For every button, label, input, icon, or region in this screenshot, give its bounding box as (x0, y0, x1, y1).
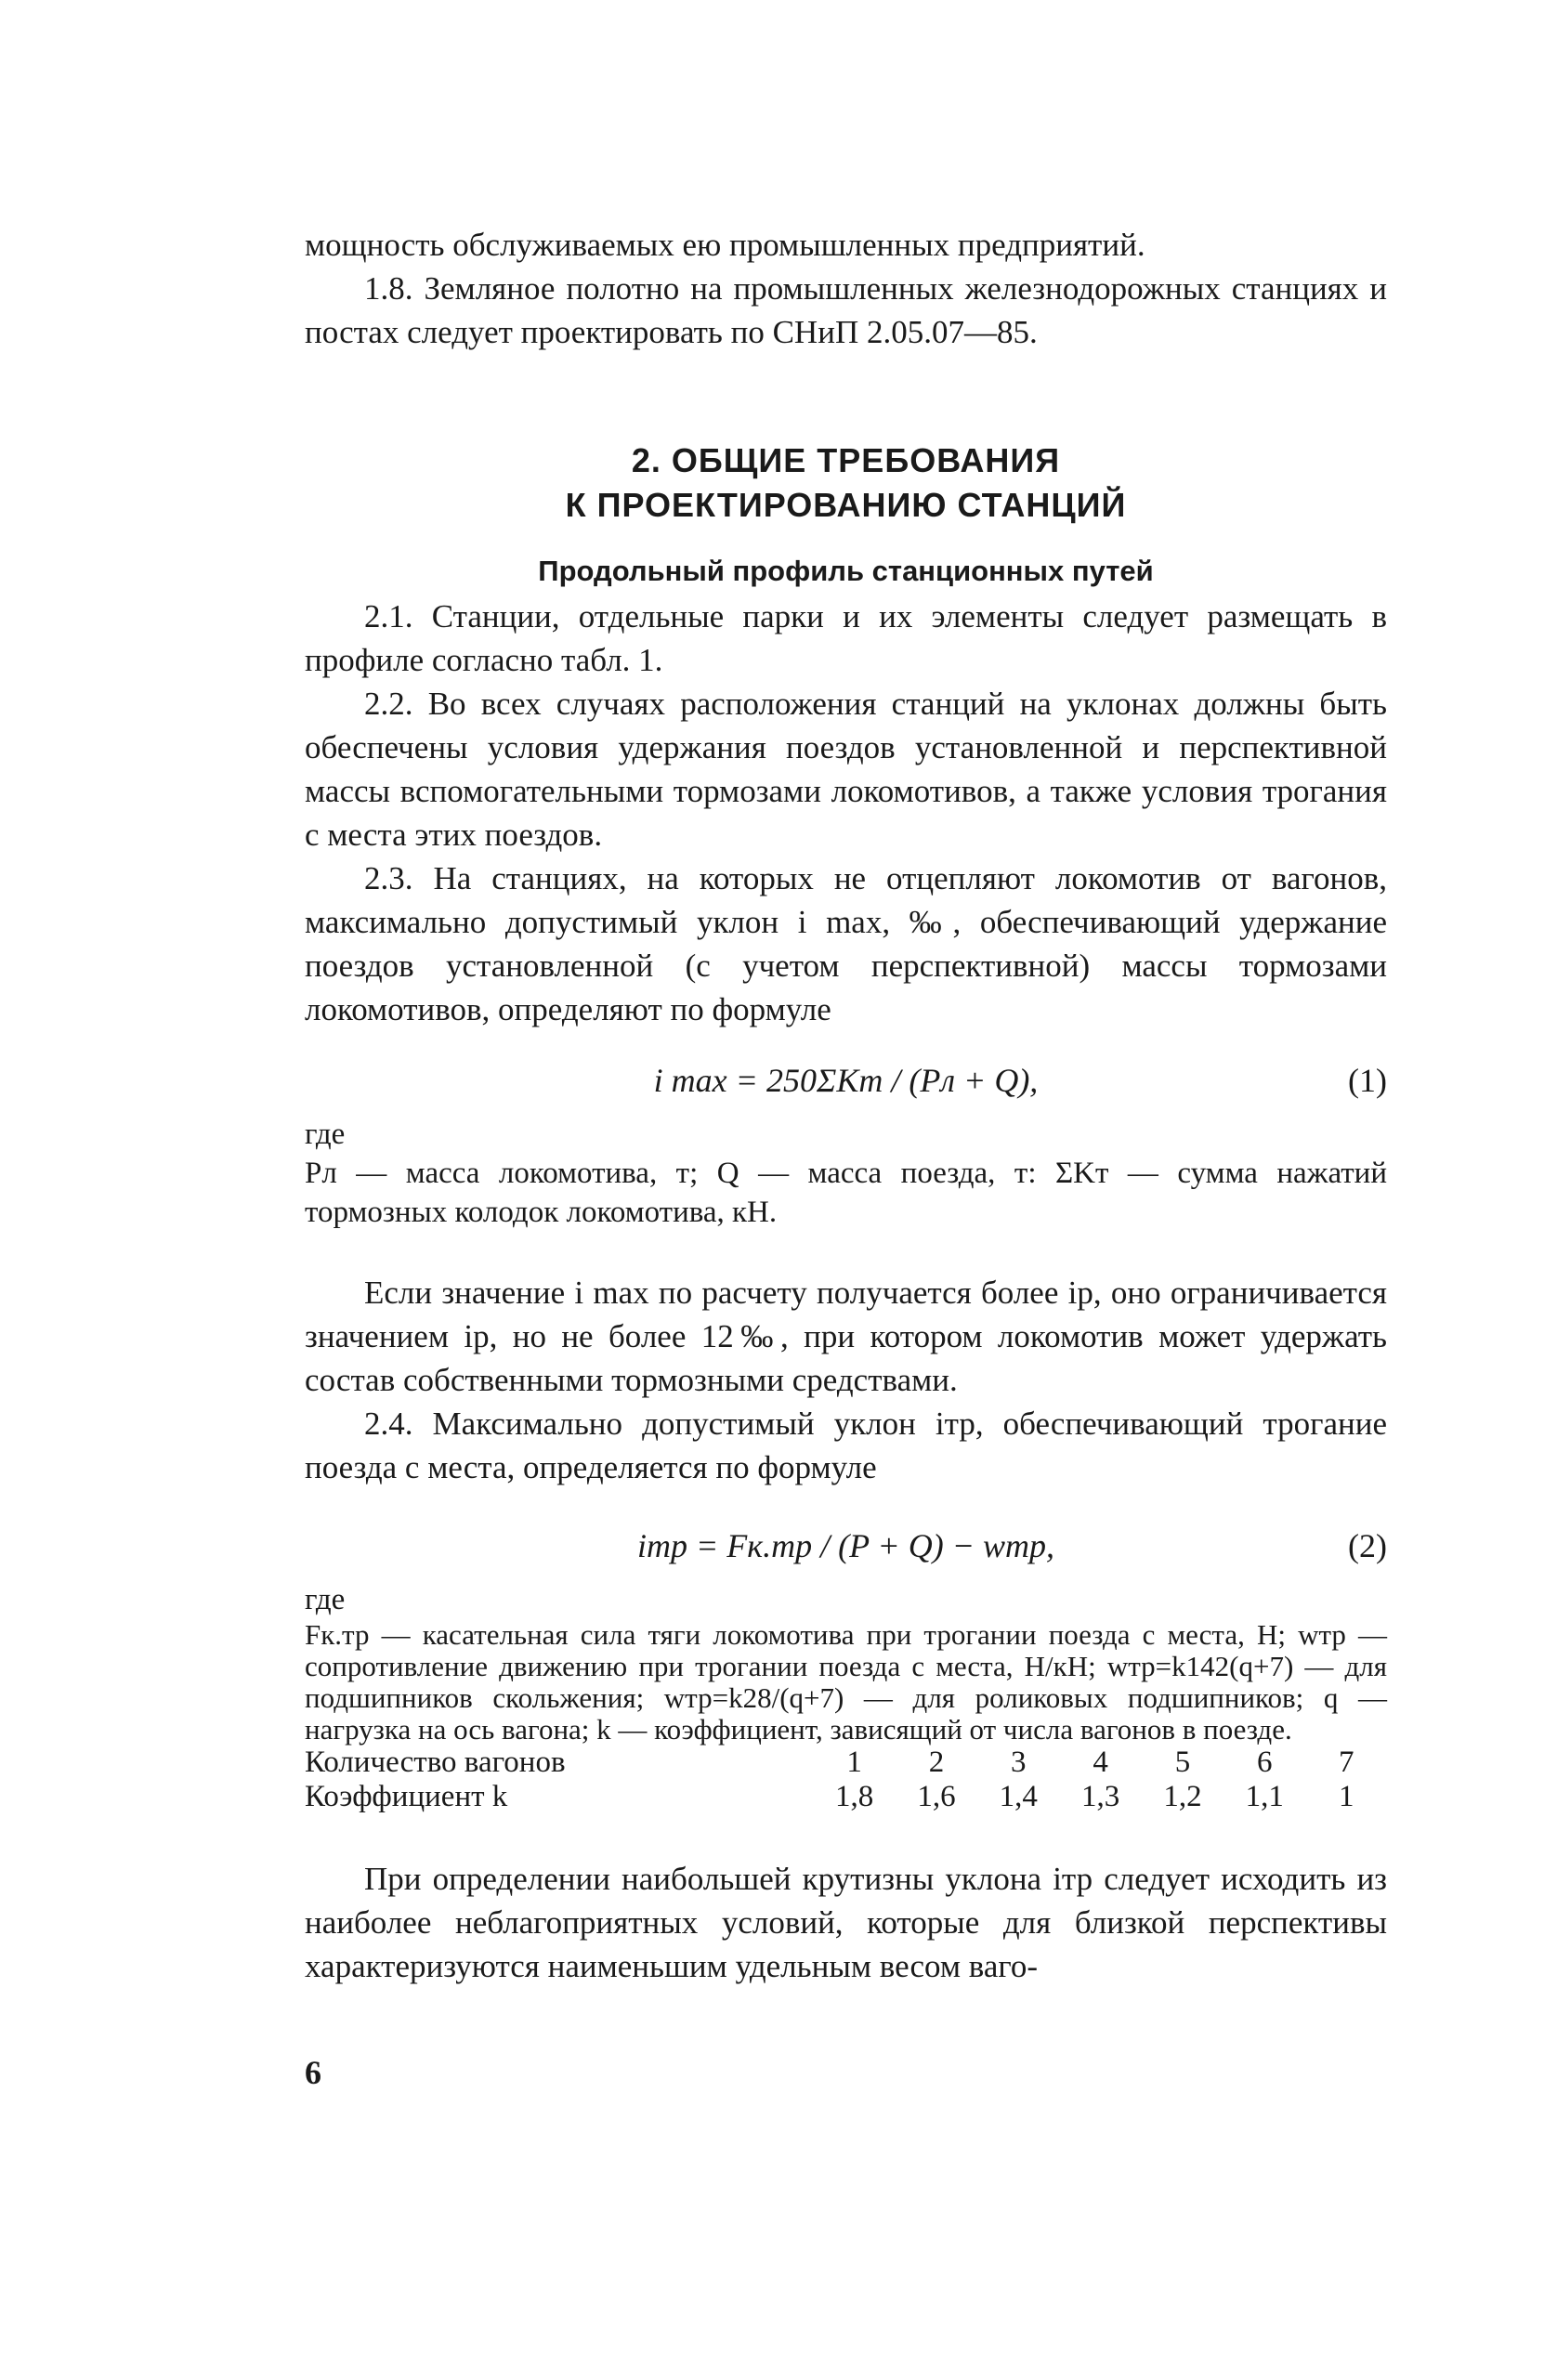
formula-1-expression: i max = 250ΣKт / (Pл + Q), (653, 1062, 1039, 1099)
cell-coefficient: 1 (1338, 1780, 1354, 1813)
section-title-line-2: К ПРОЕКТИРОВАНИЮ СТАНЦИЙ (565, 486, 1127, 524)
paragraph-2-2: 2.2. Во всех случаях расположения станций на уклонах должны быть обеспечены условия удержания поездов установленной и перспективной массы вспомогательными тормозами локомотивов, а также условия трогания с места этих поездов. (305, 686, 1387, 853)
formula-2 (305, 1523, 1387, 1569)
cell-coefficient: 1,1 (1245, 1780, 1284, 1813)
paragraph-2-4: 2.4. Максимально допустимый уклон iтр, обеспечивающий трогание поезда с места, определяется по формуле (305, 1406, 1387, 1485)
where-label-2: где (305, 1583, 346, 1616)
body-top (305, 223, 1387, 354)
cell-cars: 5 (1174, 1746, 1191, 1779)
where-label-1: где (305, 1118, 346, 1151)
row-label-cars: Количество вагонов (305, 1746, 566, 1779)
paragraph-2-3: 2.3. На станциях, на которых не отцепляют локомотив от вагонов, максимально допустимый уклон i max, ‰, обеспечивающий удержание поездов установленной (с учетом перспективной) массы тормозами локомотивов, определяют по формуле (305, 860, 1387, 1027)
table-row-coefficient (305, 1780, 1387, 1814)
cell-cars: 2 (928, 1746, 945, 1779)
cell-coefficient: 1,6 (917, 1780, 956, 1813)
cell-cars: 3 (1011, 1746, 1027, 1779)
paragraph-1-8: 1.8. Земляное полотно на промышленных железнодорожных станциях и постах следует проектировать по СНиП 2.05.07—85. (305, 270, 1387, 350)
where-definitions-2: Fк.тр — касательная сила тяги локомотива при трогании поезда с места, Н; wтр — сопротивление движению при трогании поезда с места, Н/кН; wтр=k142(q+7) — для подшипников скольжения; wтр=k28/(q+7) — для роликовых подшипников; q — нагрузка на ось вагона; k — коэффициент, зависящий от числа вагонов в поезде. (305, 1618, 1387, 1746)
paragraph-limit: Если значение i max по расчету получается более iр, оно ограничивается значением iр, но не более 12‰, при котором локомотив может удержать состав собственными тормозными средствами. (305, 1275, 1387, 1398)
formula-1 (305, 1057, 1387, 1104)
page-number: 6 (305, 2054, 321, 2091)
cell-coefficient: 1,2 (1163, 1780, 1202, 1813)
paragraph-2-1: 2.1. Станции, отдельные парки и их элементы следует размещать в профиле согласно табл. 1. (305, 598, 1387, 678)
row-label-coefficient: Коэффициент k (305, 1780, 508, 1813)
cell-cars: 6 (1257, 1746, 1273, 1779)
cell-cars: 1 (846, 1746, 862, 1779)
cell-cars: 4 (1093, 1746, 1108, 1779)
coefficient-table (305, 1746, 1387, 1814)
section-heading (305, 438, 1387, 528)
where-definitions-1: Pл — масса локомотива, т; Q — масса поезда, т: ΣKт — сумма нажатий тормозных колодок локомотива, кН. (305, 1157, 1387, 1229)
subsection-title: Продольный профиль станционных путей (538, 555, 1154, 587)
cell-coefficient: 1,8 (835, 1780, 874, 1813)
formula-2-expression: iтр = Fк.тр / (P + Q) − wтр, (636, 1527, 1055, 1564)
cell-coefficient: 1,3 (1081, 1780, 1120, 1813)
paragraph-last: При определении наибольшей крутизны уклона iтр следует исходить из наиболее неблагоприятных условий, которые для близкой перспективы характеризуются наименьшим удельным весом ваго- (305, 1861, 1387, 1984)
cell-cars: 7 (1338, 1746, 1354, 1779)
formula-2-number: (2) (1348, 1527, 1387, 1564)
formula-1-number: (1) (1348, 1062, 1387, 1099)
section-title-line-1: 2. ОБЩИЕ ТРЕБОВАНИЯ (631, 441, 1061, 479)
section-body (305, 552, 1387, 1988)
paragraph-top: мощность обслуживаемых ею промышленных предприятий. (305, 227, 1145, 263)
cell-coefficient: 1,4 (999, 1780, 1038, 1813)
table-row-cars (305, 1746, 1387, 1780)
